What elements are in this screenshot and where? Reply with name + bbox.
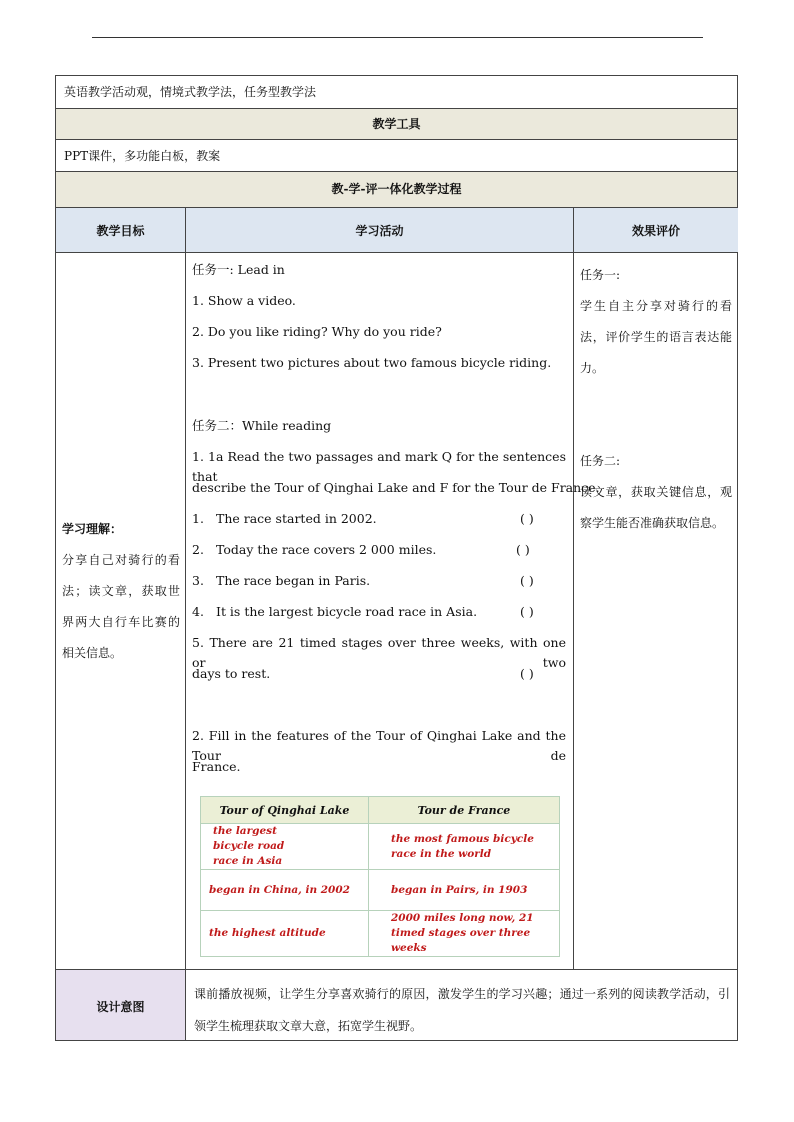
task1-title: 任务一: Lead in xyxy=(192,262,285,277)
feature-cell: 2000 miles long now, 21 timed stages over three weeks xyxy=(369,911,560,957)
task2-intro: describe the Tour of Qinghai Lake and F for the Tour de France. xyxy=(192,480,600,495)
answer-blank: ( ) xyxy=(516,542,530,557)
goal-column-header: 教学目标 xyxy=(56,208,185,252)
feature-cell: the largest bicycle road race in Asia xyxy=(201,824,369,870)
process-header-row xyxy=(55,171,738,208)
goal-text: 分享自己对骑行的看法；读文章，获取世界两大自行车比赛的相关信息。 xyxy=(62,553,180,660)
process-table xyxy=(55,207,738,1041)
statement-number: 2. xyxy=(192,542,204,557)
feature-cell: the highest altitude xyxy=(201,911,369,957)
evaluation-task2-text: 读文章，获取关键信息，观察学生能否准确获取信息。 xyxy=(580,485,732,530)
task1-item: 2. Do you like riding? Why do you ride? xyxy=(192,324,442,339)
answer-blank: ( ) xyxy=(520,604,534,619)
goal-cell xyxy=(62,514,180,669)
feature-cell: the most famous bicycle race in the world xyxy=(369,824,560,870)
tools-text: PPT课件，多功能白板，教案 xyxy=(64,149,221,163)
divider xyxy=(56,969,737,970)
statement-row xyxy=(192,509,566,529)
evaluation-task1-text: 学生自主分享对骑行的看法，评价学生的语言表达能力。 xyxy=(580,299,732,375)
divider xyxy=(185,208,186,1040)
feature-cell: began in China, in 2002 xyxy=(201,870,369,911)
answer-blank: ( ) xyxy=(520,511,534,526)
features-table xyxy=(200,796,560,957)
fill-instruction: 2. Fill in the features of the Tour of Qinghai Lake and the Tour de xyxy=(192,728,566,763)
statement-number: 3. xyxy=(192,573,204,588)
features-header-france: Tour de France xyxy=(369,797,560,824)
evaluation-cell xyxy=(580,260,732,539)
statement-number: 1. xyxy=(192,511,204,526)
task1-item: 1. Show a video. xyxy=(192,293,296,308)
goal-label: 学习理解： xyxy=(62,522,123,536)
statement-5-cont: days to rest. ( ) xyxy=(192,664,566,684)
statement-row xyxy=(192,602,566,622)
statement-row xyxy=(192,571,566,591)
tools-header-row xyxy=(55,108,738,140)
feature-cell: began in Pairs, in 1903 xyxy=(369,870,560,911)
design-text: 课前播放视频，让学生分享喜欢骑行的原因，激发学生的学习兴趣；通过一系列的阅读教学活动，引领学生梳理获取文章大意，拓宽学生视野。 xyxy=(194,987,730,1033)
statement-text: Today the race covers 2 000 miles. xyxy=(216,542,437,557)
statement-5: 5. There are 21 timed stages over three weeks, with one or two xyxy=(192,635,566,670)
evaluation-task2-label: 任务二: xyxy=(580,454,621,468)
evaluation-task1-label: 任务一: xyxy=(580,268,621,282)
features-header-qinghai: Tour of Qinghai Lake xyxy=(201,797,369,824)
answer-blank: ( ) xyxy=(520,573,534,588)
statement-row xyxy=(192,540,566,560)
statement-number: 4. xyxy=(192,604,204,619)
statement-text: The race began in Paris. xyxy=(216,573,371,588)
methods-row xyxy=(55,75,738,109)
tools-header: 教学工具 xyxy=(372,117,421,131)
statement-text: The race started in 2002. xyxy=(216,511,377,526)
task1-item: 3. Present two pictures about two famous bicycle riding. xyxy=(192,355,552,370)
task2-title: 任务二：While reading xyxy=(192,418,332,433)
header-rule xyxy=(92,37,703,38)
task2-intro: 1. 1a Read the two passages and mark Q for the sentences that xyxy=(192,449,566,484)
design-label-cell: 设计意图 xyxy=(56,970,185,1040)
divider xyxy=(56,252,737,253)
process-header: 教-学-评一体化教学过程 xyxy=(331,182,462,196)
fill-instruction: France. xyxy=(192,759,241,774)
statement-text: It is the largest bicycle road race in Asia. xyxy=(216,604,478,619)
divider xyxy=(573,208,574,970)
tools-row xyxy=(55,139,738,172)
evaluation-column-header: 效果评价 xyxy=(574,208,738,252)
answer-blank: ( ) xyxy=(520,666,534,681)
activity-column-header: 学习活动 xyxy=(186,208,573,252)
methods-text: 英语教学活动观，情境式教学法，任务型教学法 xyxy=(64,85,317,99)
